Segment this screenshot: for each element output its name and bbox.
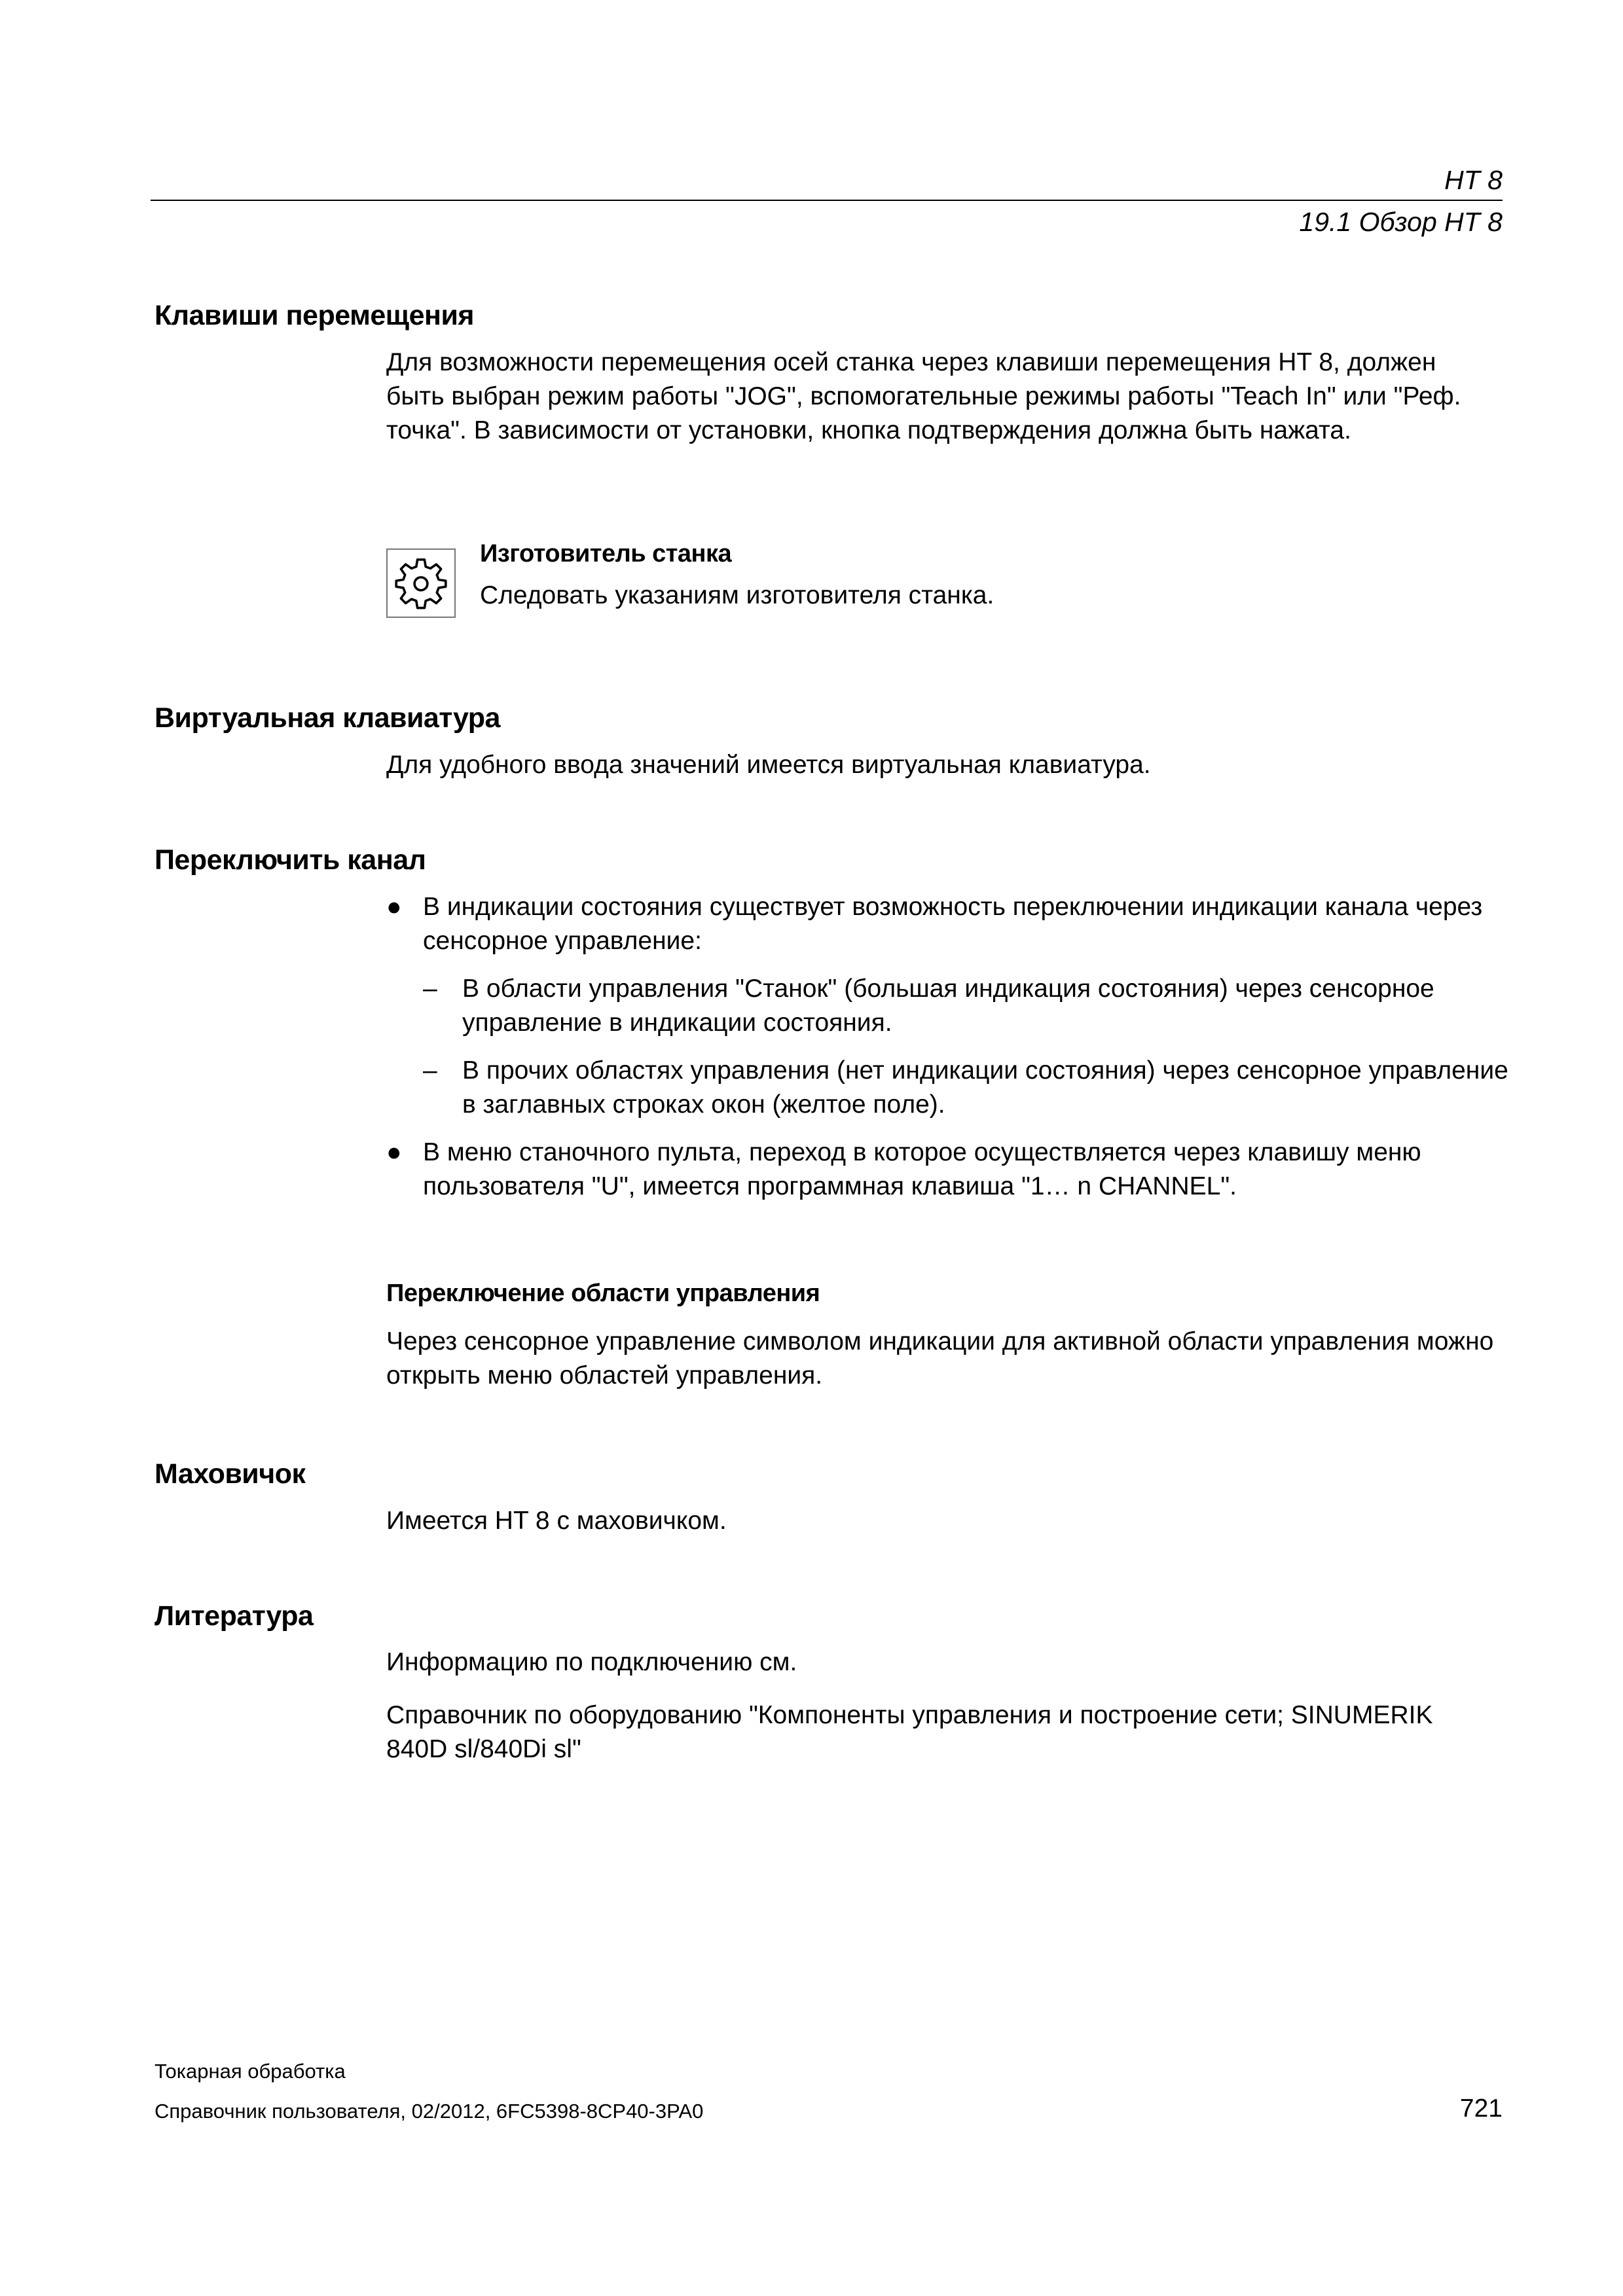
footer-doc-info: Справочник пользователя, 02/2012, 6FC5398-8CP40-3PA0 — [155, 2100, 704, 2123]
paragraph-handwheel: Имеется HT 8 с маховичком. — [386, 1507, 727, 1535]
bullet-item — [386, 890, 1499, 962]
heading-switch-channel: Переключить канал — [155, 844, 426, 876]
dash-mark: – — [423, 975, 437, 1003]
bullet-text: В меню станочного пульта, переход в которое осуществляется через клавишу меню пользователя "U", имеется программная клавиша "1… n CHANNEL". — [423, 1138, 1421, 1200]
dash-item — [423, 1054, 1510, 1126]
paragraph-switch-operating-area: Через сенсорное управление символом индикации для активной области управления можно открыть меню областей управления. — [386, 1327, 1494, 1390]
heading-travel-keys: Клавиши перемещения — [155, 300, 474, 331]
running-header-title: HT 8 — [1444, 165, 1503, 195]
paragraph-virtual-keyboard: Для удобного ввода значений имеется виртуальная клавиатура. — [386, 751, 1151, 779]
heading-literature: Литература — [155, 1600, 314, 1632]
gear-icon — [392, 554, 450, 613]
page-number: 721 — [1459, 2094, 1503, 2123]
running-header-section: 19.1 Обзор HT 8 — [1299, 207, 1503, 237]
bullet-text: В индикации состояния существует возможность переключении индикации канала через сенсорное управление: — [423, 893, 1483, 955]
machine-manufacturer-note-icon-frame — [386, 548, 456, 618]
paragraph-travel-keys: Для возможности перемещения осей станка через клавиши перемещения HT 8, должен быть выбран режим работы "JOG", вспомогательные режимы работы "Teach In" или "Реф. точка". В зависимости от установки, кнопка подтверждения должна быть нажата. — [386, 348, 1461, 444]
note-title: Изготовитель станка — [480, 540, 732, 567]
bullet-mark: ● — [386, 893, 402, 921]
dash-mark: – — [423, 1056, 437, 1085]
heading-handwheel: Маховичок — [155, 1458, 306, 1490]
dash-text: В прочих областях управления (нет индикации состояния) через сенсорное управление в заглавных строках окон (желтое поле). — [462, 1056, 1508, 1119]
heading-virtual-keyboard: Виртуальная клавиатура — [155, 702, 500, 734]
header-rule — [151, 200, 1503, 201]
bullet-mark: ● — [386, 1138, 402, 1166]
dash-text: В области управления "Станок" (большая индикация состояния) через сенсорное управление в индикации состояния. — [462, 975, 1434, 1037]
dash-item — [423, 972, 1510, 1044]
note-text: Следовать указаниям изготовителя станка. — [480, 581, 994, 609]
bullet-item — [386, 1136, 1499, 1208]
footer-title: Токарная обработка — [155, 2060, 346, 2083]
paragraph-literature-1: Информацию по подключению см. — [386, 1648, 797, 1676]
paragraph-literature-2: Справочник по оборудованию "Компоненты управления и построение сети; SINUMERIK 840D sl/840Di sl" — [386, 1701, 1433, 1763]
subheading-switch-operating-area: Переключение области управления — [386, 1280, 820, 1307]
